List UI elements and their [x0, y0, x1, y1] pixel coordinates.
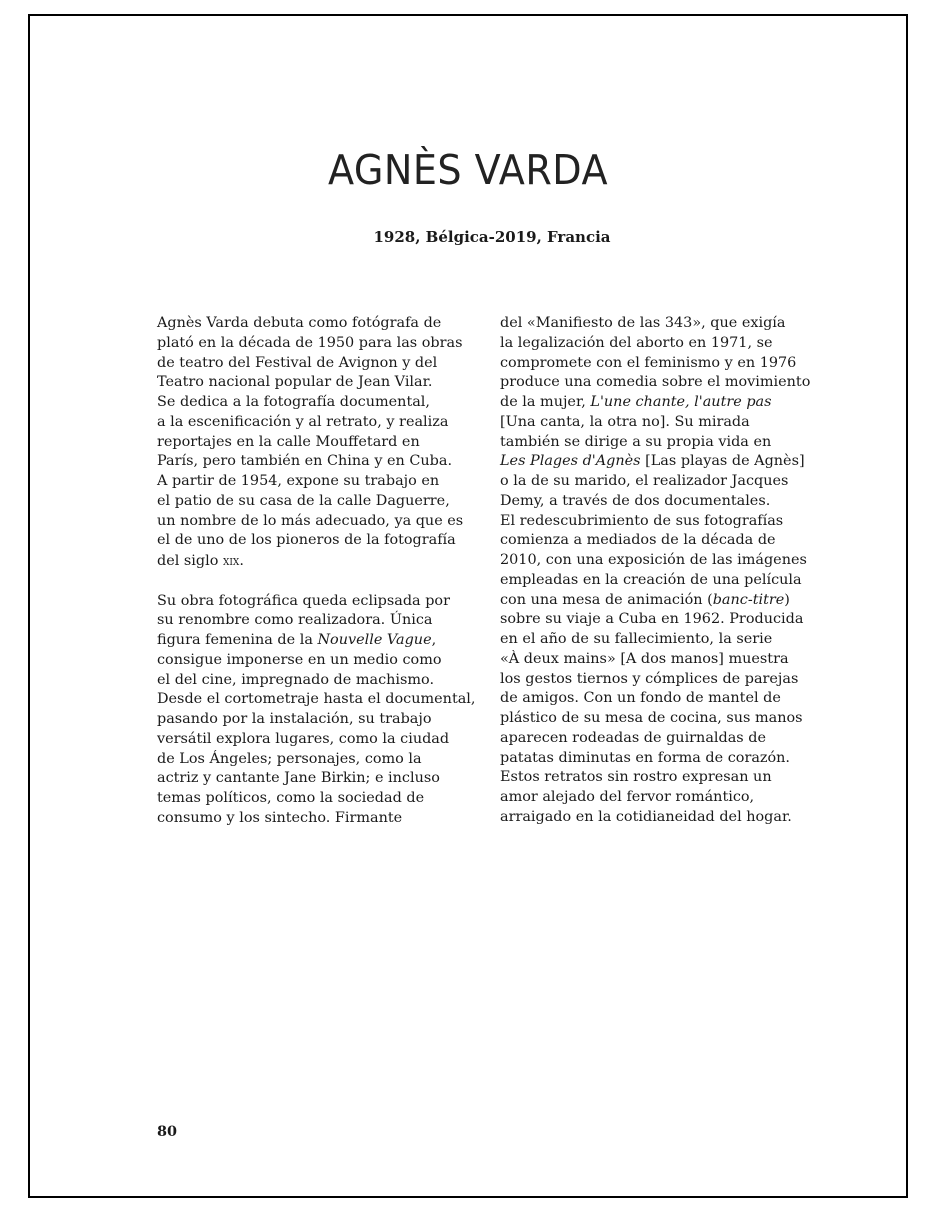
- page-subtitle: 1928, Bélgica-2019, Francia: [373, 228, 611, 246]
- paragraph-2: [157, 592, 475, 829]
- text-line: el patio de su casa de la calle Daguerre,: [157, 492, 450, 509]
- text-line: o la de su marido, el realizador Jacques: [500, 473, 789, 489]
- text-line: Estos retratos sin rostro expresan un: [500, 769, 772, 786]
- text-line: consigue imponerse en un medio como: [157, 651, 442, 668]
- film-title: L'une chante, l'autre pas: [590, 394, 772, 410]
- text-line: El redescubrimiento de sus fotografías: [500, 512, 784, 529]
- text-line: de amigos. Con un fondo de mantel de: [500, 690, 781, 707]
- text-line: [157, 631, 475, 651]
- text-fragment: ): [784, 591, 790, 608]
- text-fragment: .: [239, 553, 244, 569]
- text-line: Su obra fotográfica queda eclipsada por: [157, 592, 450, 609]
- text-column-right: [500, 314, 810, 828]
- roman-numeral: xix: [222, 553, 240, 568]
- text-fragment: con una mesa de animación (: [500, 591, 713, 608]
- text-line: el de uno de los pioneros de la fotografía: [157, 532, 456, 549]
- paragraph-1: [157, 314, 475, 572]
- text-line: su renombre como realizadora. Única: [157, 612, 433, 629]
- text-line: los gestos tiernos y cómplices de parejas: [500, 670, 799, 687]
- text-line: Demy, a través de dos documentales.: [500, 492, 771, 509]
- paragraph-gap: [157, 572, 475, 592]
- text-line: [500, 452, 810, 472]
- text-line: versátil explora lugares, como la ciudad: [157, 730, 450, 747]
- text-line: a la escenificación y al retrato, y realiza: [157, 413, 449, 430]
- text-line: A partir de 1954, expone su trabajo en: [157, 473, 440, 489]
- text-column-left: [157, 314, 475, 829]
- text-line: aparecen rodeadas de guirnaldas de: [500, 729, 766, 746]
- text-line: Desde el cortometraje hasta el documental,: [157, 691, 476, 708]
- text-line: Teatro nacional popular de Jean Vilar.: [157, 374, 433, 391]
- text-line: [500, 591, 810, 611]
- text-line: produce una comedia sobre el movimiento: [500, 374, 811, 391]
- text-fragment: ,: [431, 632, 437, 648]
- text-line: comienza a mediados de la década de: [500, 532, 776, 549]
- text-line: Se dedica a la fotografía documental,: [157, 394, 430, 410]
- text-line: consumo y los sintecho. Firmante: [157, 809, 403, 826]
- text-line: [500, 393, 810, 413]
- page-number: 80: [157, 1123, 178, 1140]
- text-line: de Los Ángeles; personajes, como la: [157, 750, 422, 767]
- text-line: 2010, con una exposición de las imágenes: [500, 552, 807, 568]
- italic-term: Nouvelle Vague: [317, 632, 432, 648]
- text-line: compromete con el feminismo y en 1976: [500, 354, 797, 371]
- text-line: actriz y cantante Jane Birkin; e incluso: [157, 770, 440, 787]
- text-line: «À deux mains» [A dos manos] muestra: [500, 650, 789, 667]
- text-line: de teatro del Festival de Avignon y del: [157, 354, 438, 371]
- text-line: también se dirige a su propia vida en: [500, 433, 772, 450]
- text-line: Agnès Varda debuta como fotógrafa de: [157, 315, 442, 331]
- italic-term: banc-titre: [712, 591, 785, 608]
- text-line: un nombre de lo más adecuado, ya que es: [157, 512, 464, 529]
- text-line: en el año de su fallecimiento, la serie: [500, 631, 773, 647]
- text-line: empleadas en la creación de una película: [500, 571, 802, 588]
- text-line: arraigado en la cotidianeidad del hogar.: [500, 808, 792, 825]
- text-line: [Una canta, la otra no]. Su mirada: [500, 413, 750, 430]
- text-fragment: [Las playas de Agnès]: [640, 453, 805, 470]
- text-line: sobre su viaje a Cuba en 1962. Producida: [500, 611, 804, 628]
- text-line: [157, 551, 475, 572]
- text-fragment: del siglo: [157, 553, 223, 569]
- text-line: patatas diminutas en forma de corazón.: [500, 749, 790, 766]
- text-line: el del cine, impregnado de machismo.: [157, 671, 435, 688]
- text-line: del «Manifiesto de las 343», que exigía: [500, 315, 786, 331]
- text-fragment: figura femenina de la: [157, 632, 318, 648]
- text-line: la legalización del aborto en 1971, se: [500, 334, 773, 351]
- text-line: plástico de su mesa de cocina, sus manos: [500, 710, 803, 726]
- text-line: amor alejado del fervor romántico,: [500, 789, 755, 805]
- film-title: Les Plages d'Agnès: [500, 453, 641, 470]
- page-title: AGNÈS VARDA: [327, 146, 609, 194]
- text-line: temas políticos, como la sociedad de: [157, 790, 425, 806]
- text-line: plató en la década de 1950 para las obras: [157, 334, 463, 351]
- text-line: París, pero también en China y en Cuba.: [157, 453, 453, 470]
- text-fragment: de la mujer,: [500, 394, 591, 410]
- text-line: reportajes en la calle Mouffetard en: [157, 433, 420, 450]
- text-line: pasando por la instalación, su trabajo: [157, 711, 432, 727]
